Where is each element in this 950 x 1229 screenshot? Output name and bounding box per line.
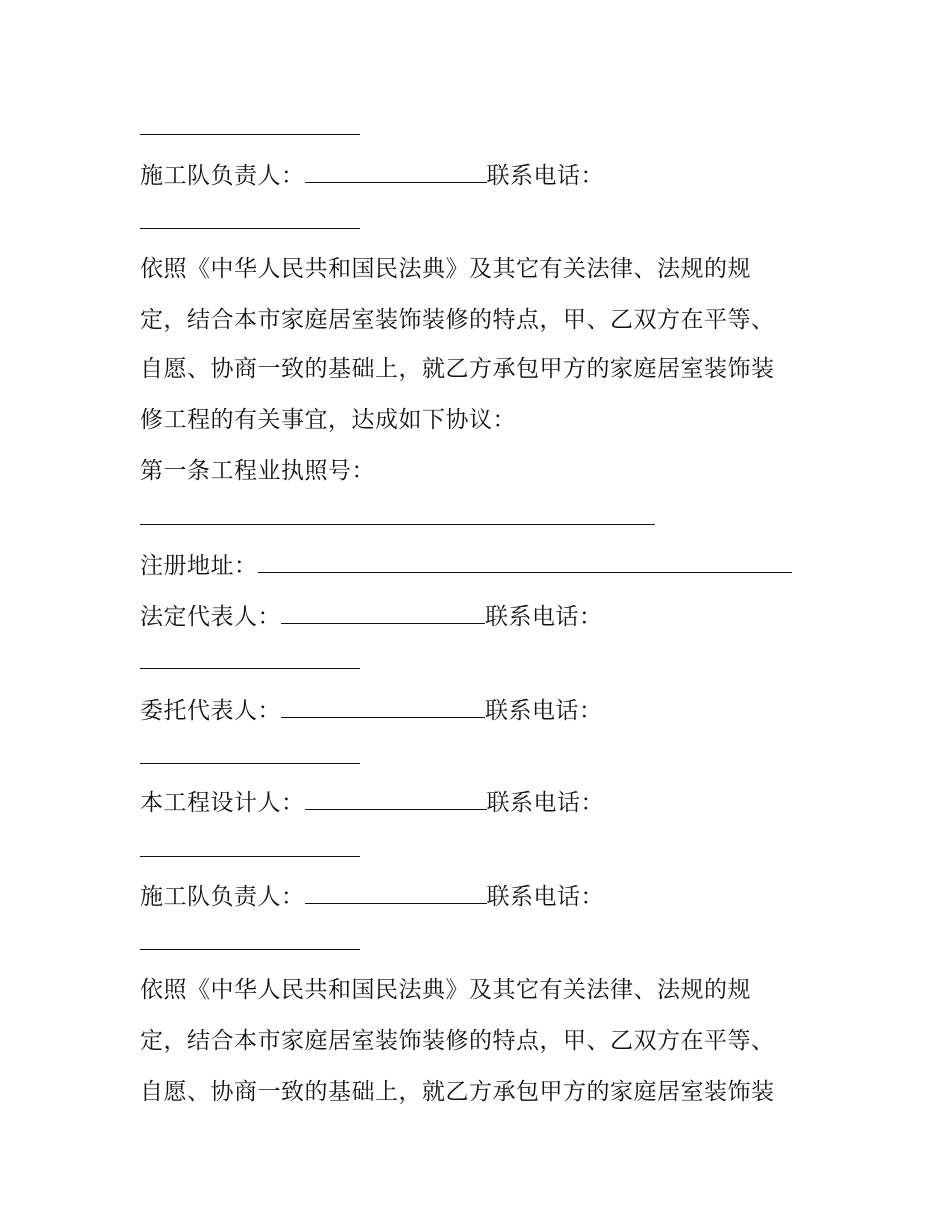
construction-lead-blank-2 [305, 881, 487, 904]
preamble-1-line-4: 修工程的有关事宜，达成如下协议： [140, 407, 516, 433]
delegate-blank [281, 695, 485, 718]
delegate-phone-label: 联系电话： [485, 698, 603, 724]
construction-lead-phone-blank-2 [140, 949, 360, 950]
designer-row [140, 787, 604, 818]
construction-lead-label: 施工队负责人： [140, 163, 305, 189]
designer-phone-blank [140, 856, 360, 857]
registered-address-label: 注册地址： [140, 553, 258, 579]
registered-address-blank [258, 550, 792, 573]
preamble-2-line-2: 定，结合本市家庭居室装饰装修的特点，甲、乙双方在平等、 [140, 1028, 775, 1054]
delegate-row [140, 695, 603, 726]
legal-rep-label: 法定代表人： [140, 604, 281, 630]
designer-label: 本工程设计人： [140, 790, 305, 816]
construction-lead-phone-blank-1 [140, 228, 360, 229]
phone-label: 联系电话： [486, 163, 604, 189]
construction-lead-row-2 [140, 881, 604, 912]
legal-rep-phone-label: 联系电话： [485, 604, 603, 630]
preamble-1-line-3: 自愿、协商一致的基础上，就乙方承包甲方的家庭居室装饰装 [140, 356, 775, 382]
license-number-label: 第一条工程业执照号： [140, 458, 375, 484]
registered-address-row [140, 550, 792, 581]
designer-blank [305, 787, 487, 810]
construction-lead-row-1 [140, 160, 604, 191]
phone-blank-top [140, 134, 360, 135]
construction-lead-blank [305, 160, 487, 183]
delegate-phone-blank [140, 763, 360, 764]
preamble-1-line-1: 依照《中华人民共和国民法典》及其它有关法律、法规的规 [140, 256, 751, 282]
designer-phone-label: 联系电话： [486, 790, 604, 816]
legal-rep-blank [281, 601, 485, 624]
legal-rep-phone-blank [140, 668, 360, 669]
preamble-1-line-2: 定，结合本市家庭居室装饰装修的特点，甲、乙双方在平等、 [140, 307, 775, 333]
construction-lead-phone-label-2: 联系电话： [486, 884, 604, 910]
construction-lead-label-2: 施工队负责人： [140, 884, 305, 910]
legal-rep-row [140, 601, 603, 632]
delegate-label: 委托代表人： [140, 698, 281, 724]
license-number-blank [140, 524, 655, 525]
preamble-2-line-1: 依照《中华人民共和国民法典》及其它有关法律、法规的规 [140, 977, 751, 1003]
preamble-2-line-3: 自愿、协商一致的基础上，就乙方承包甲方的家庭居室装饰装 [140, 1079, 775, 1105]
